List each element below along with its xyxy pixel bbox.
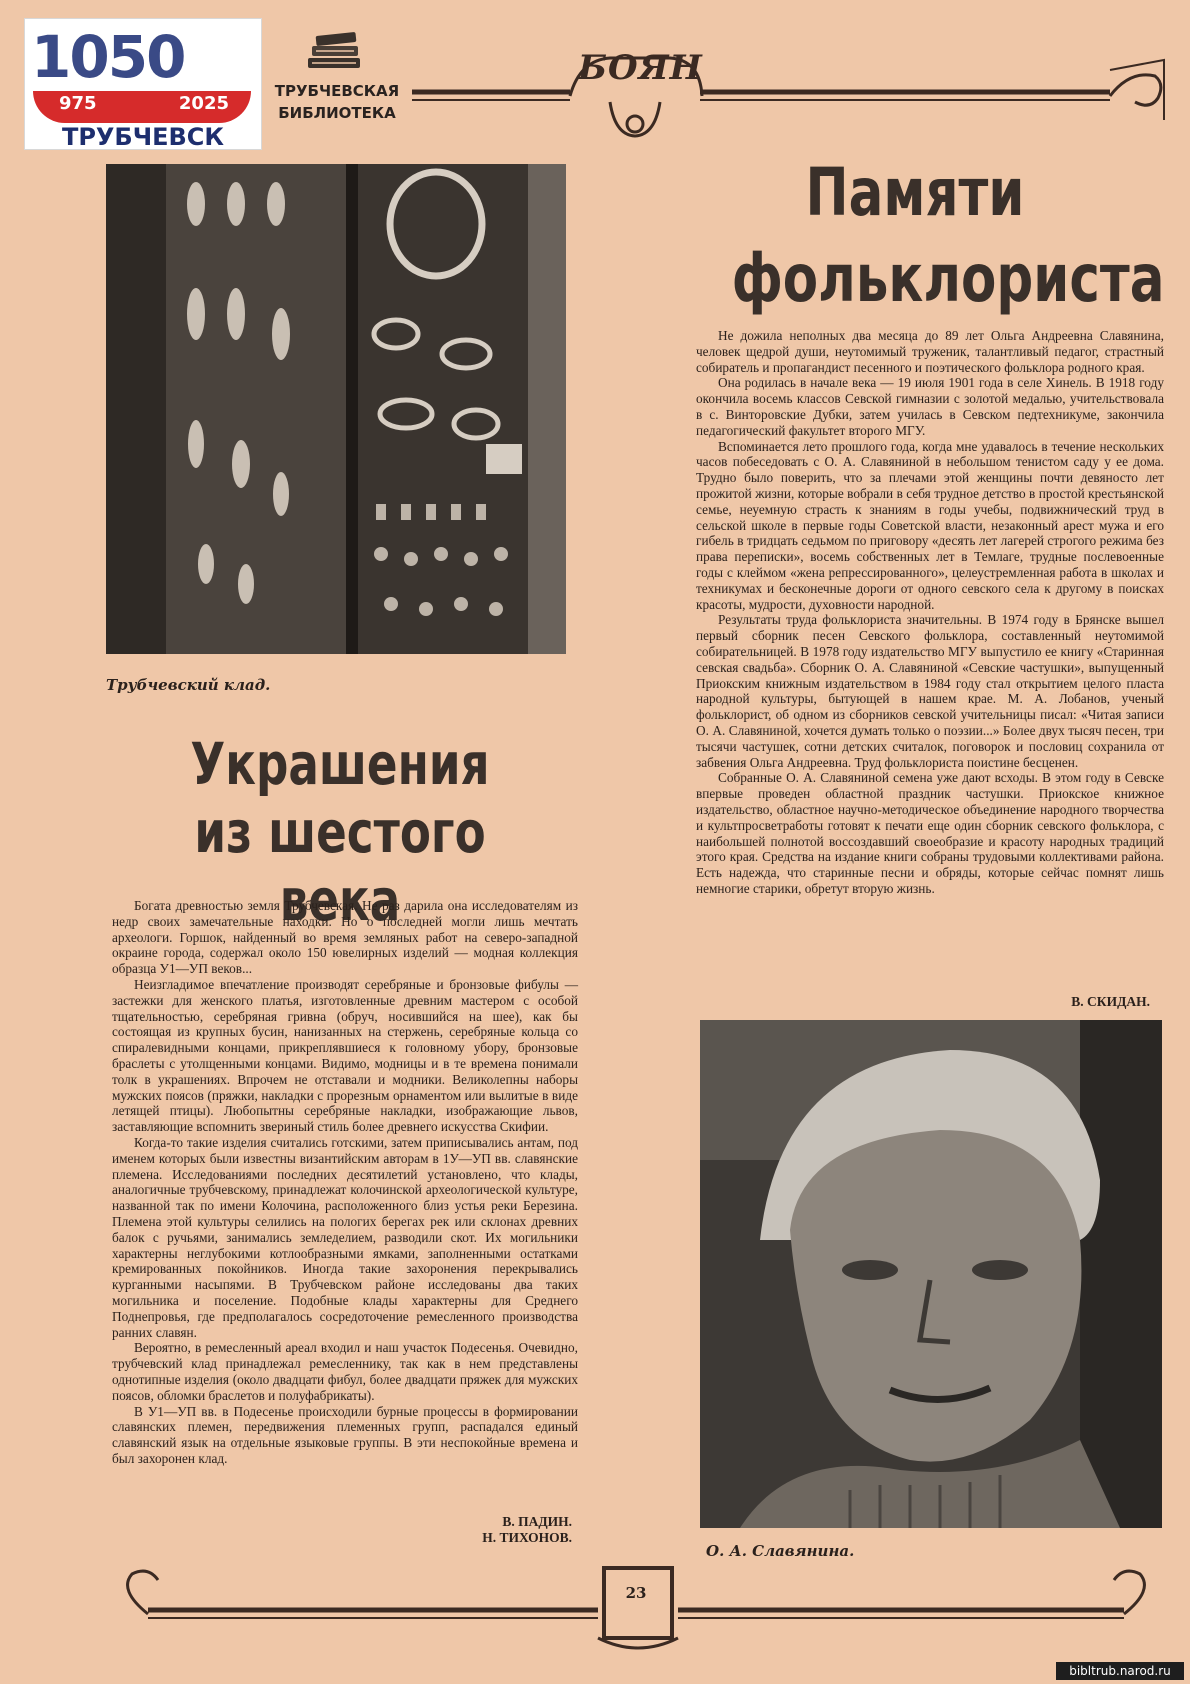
masthead-title: БОЯН	[578, 48, 703, 88]
article2-title	[731, 150, 1165, 322]
article1-paragraph: Когда-то такие изделия считались готскими, затем приписывались антам, под именем которых были известны византийским авторам в 1У—УП вв. славянские племена. Исследованиями последних десятилетий установлено, что клады, аналогичные трубчевскому, принадлежат колочинской археологической культуре, названной так по имени Колочина, расположенного близ устья реки Березина. Племена этой культуры селились на пологих берегах рек или склонах древних балок с ручьями, занимались земледелием, разводили скот. Их могильники характерны неглубокими котлообразными ямками, заполненными остатками кремированных покойников. Иногда такие захоронения перекрывались курганными насыпями. В Трубчевском районе исследованы два таких могильника и поселение. Подобные клады характерны для Среднего Поднепровья, где предполагалось сосредоточение ремесленного производства ранних славян.	[112, 1134, 578, 1340]
article1-paragraph: Богата древностью земля Трубчевская. Не раз дарила она исследователям из недр своих замечательные находки. Но о последней могли лишь мечтать археологи. Горшок, найденный во время земляных работ на северо-западной окраине города, содержал около 150 ювелирных изделий — модная коллекция образца У1—УП веков...	[112, 898, 578, 977]
library-name-line1: ТРУБЧЕВСКАЯ	[274, 82, 400, 100]
article2-paragraph: Не дожила неполных два месяца до 89 лет Ольга Андреевна Славянина, человек щедрой души, неутомимый труженик, талантливый педагог, страстный собиратель и пропагандист песенного и поэтического фольклора родного края.	[696, 328, 1164, 375]
article1-title-line2: из шестого века	[194, 798, 486, 934]
article1-body	[112, 898, 578, 1467]
hoard-photo	[106, 164, 566, 654]
logo-number: 1050	[31, 23, 185, 91]
portrait-photo	[700, 1020, 1162, 1528]
article1-author: Н. ТИХОНОВ.	[482, 1530, 572, 1545]
page-number: 23	[625, 1584, 647, 1602]
books-icon	[300, 24, 368, 74]
article2-paragraph: Результаты труда фольклориста значительны. В 1974 году в Брянске вышел первый сборник песен Севского фольклора, составленный неутомимой собирательницей. В 1978 году издательство МГУ выпустило ее книгу «Старинная севская свадьба». Сборник О. А. Славяниной «Севские частушки», выпущенный Приокским книжным издательством в 1984 году стал открытием целого пласта народной культуры, бытующей в нашем крае. М. А. Лобанов, ученый фольклорист, об одном из сборников севской учительницы писал: «Читая записи О. А. Славяниной, хочется думать только о поэзии...» Более двух тысяч песен, три тысячи частушек, сотни детских считалок, поговорок и пословиц сохранила от забвения Ольга Андреевна. Труд фольклориста поистине бесценен.	[696, 612, 1164, 770]
article1-authors	[380, 1514, 572, 1546]
article2-title-line1: Памяти	[805, 154, 1025, 231]
anniversary-logo	[24, 18, 262, 150]
article1-paragraph: В У1—УП вв. в Подесенье происходили бурные процессы в формировании славянских племен, передвижения племенных групп, распадался единый славянский язык на отдельные языковые группы. В эти неспокойные времена и был захоронен клад.	[112, 1403, 578, 1466]
site-watermark: bibltrub.narod.ru	[1056, 1662, 1184, 1680]
library-name	[272, 80, 402, 124]
article2-paragraph: Вспоминается лето прошлого года, когда мне удавалось в течение нескольких часов побеседовать с О. А. Славяниной в небольшом тенистом саду у ее дома. Трудно было поверить, что за плечами этой женщины почти девяносто лет прожитой жизни, которые вобрали в себя трудное детство в простой крестьянской семье, неуемную страсть к знаниям в годы учебы, подвижнический труд в сельской школе в первые годы Советской власти, незаконный арест мужа и его гибель в тридцать седьмом по приговору «десять лет лагерей строгого режима без права переписки», восемь собственных лет в Темлаге, трудные послевоенные годы с клеймом «жена репрессированного», целеустремленная работа в школах и техникумах и бесконечные дороги от одного севского села к другому в поисках красоты, мудрости, духовности народной.	[696, 438, 1164, 612]
article2-author: В. СКИДАН.	[1071, 994, 1150, 1009]
logo-year-end: 2025	[178, 93, 229, 114]
hoard-photo-caption: Трубчевский клад.	[106, 676, 271, 694]
article1-paragraph: Вероятно, в ремесленный ареал входил и наш участок Подесенья. Очевидно, трубчевский клад принадлежал ремесленнику, так как в нем представлены однотипные изделия (около двадцати фибул, более двадцати пряжек для мужских поясов, обломки браслетов и полуфабрикаты).	[112, 1340, 578, 1403]
article1-author: В. ПАДИН.	[502, 1514, 572, 1529]
article2-paragraph: Собранные О. А. Славяниной семена уже дают всходы. В этом году в Севске впервые проведен областной праздник частушки. Приокское книжное издательство, областное научно-методическое объединение народного творчества и культпросветработы готовят к печати еще один сборник севского фольклора, с наибольшей полнотой воссоздавший своеобразие и красоту народных традиций этого края. Средства на издание книги собраны трудовыми коллективами района. Есть надежда, что старинные песни и обряды, которые сейчас помнят лишь немногие старики, обретут вторую жизнь.	[696, 770, 1164, 896]
portrait-photo-caption: О. А. Славянина.	[706, 1542, 855, 1560]
article1-title-line1: Украшения	[190, 730, 490, 798]
header-ornament	[410, 40, 1170, 150]
logo-years	[59, 93, 229, 114]
article2-body	[696, 328, 1164, 897]
footer-ornament	[108, 1560, 1164, 1660]
logo-town: ТРУБЧЕВСК	[61, 123, 225, 151]
logo-year-start: 975	[59, 93, 97, 114]
article2-title-line2: фольклориста	[731, 240, 1165, 317]
article1-paragraph: Неизгладимое впечатление производят серебряные и бронзовые фибулы — застежки для женского платья, изготовленные древним мастером с особой тщательностью, серебряная гривна (обруч, носившийся на шее), как бы состоящая из крупных бусин, нанизанных на стержень, серебряные кольца со спиралевидными концами, прикреплявшиеся к головному убору, бронзовые браслеты с утолщенными концами. Видимо, модницы и в те времена понимали толк в украшениях. Впрочем не отставали и модники. Великолепны наборы мужских поясов (пряжки, накладки с прорезным орнаментом или вылитые в виде летящей птицы). Любопытны серебряные накладки, изображающие львов, заставляющие вспомнить звериный стиль более древнего искусства Скифии.	[112, 976, 578, 1135]
article2-paragraph: Она родилась в начале века — 19 июля 1901 года в селе Хинель. В 1918 году окончила восемь классов Севской гимназии с золотой медалью, учительствовала в с. Винторовские Дубки, затем училась в Севском педтехникуме, закончила педагогический факультет второго МГУ.	[696, 375, 1164, 438]
library-name-line2: БИБЛИОТЕКА	[278, 104, 396, 122]
